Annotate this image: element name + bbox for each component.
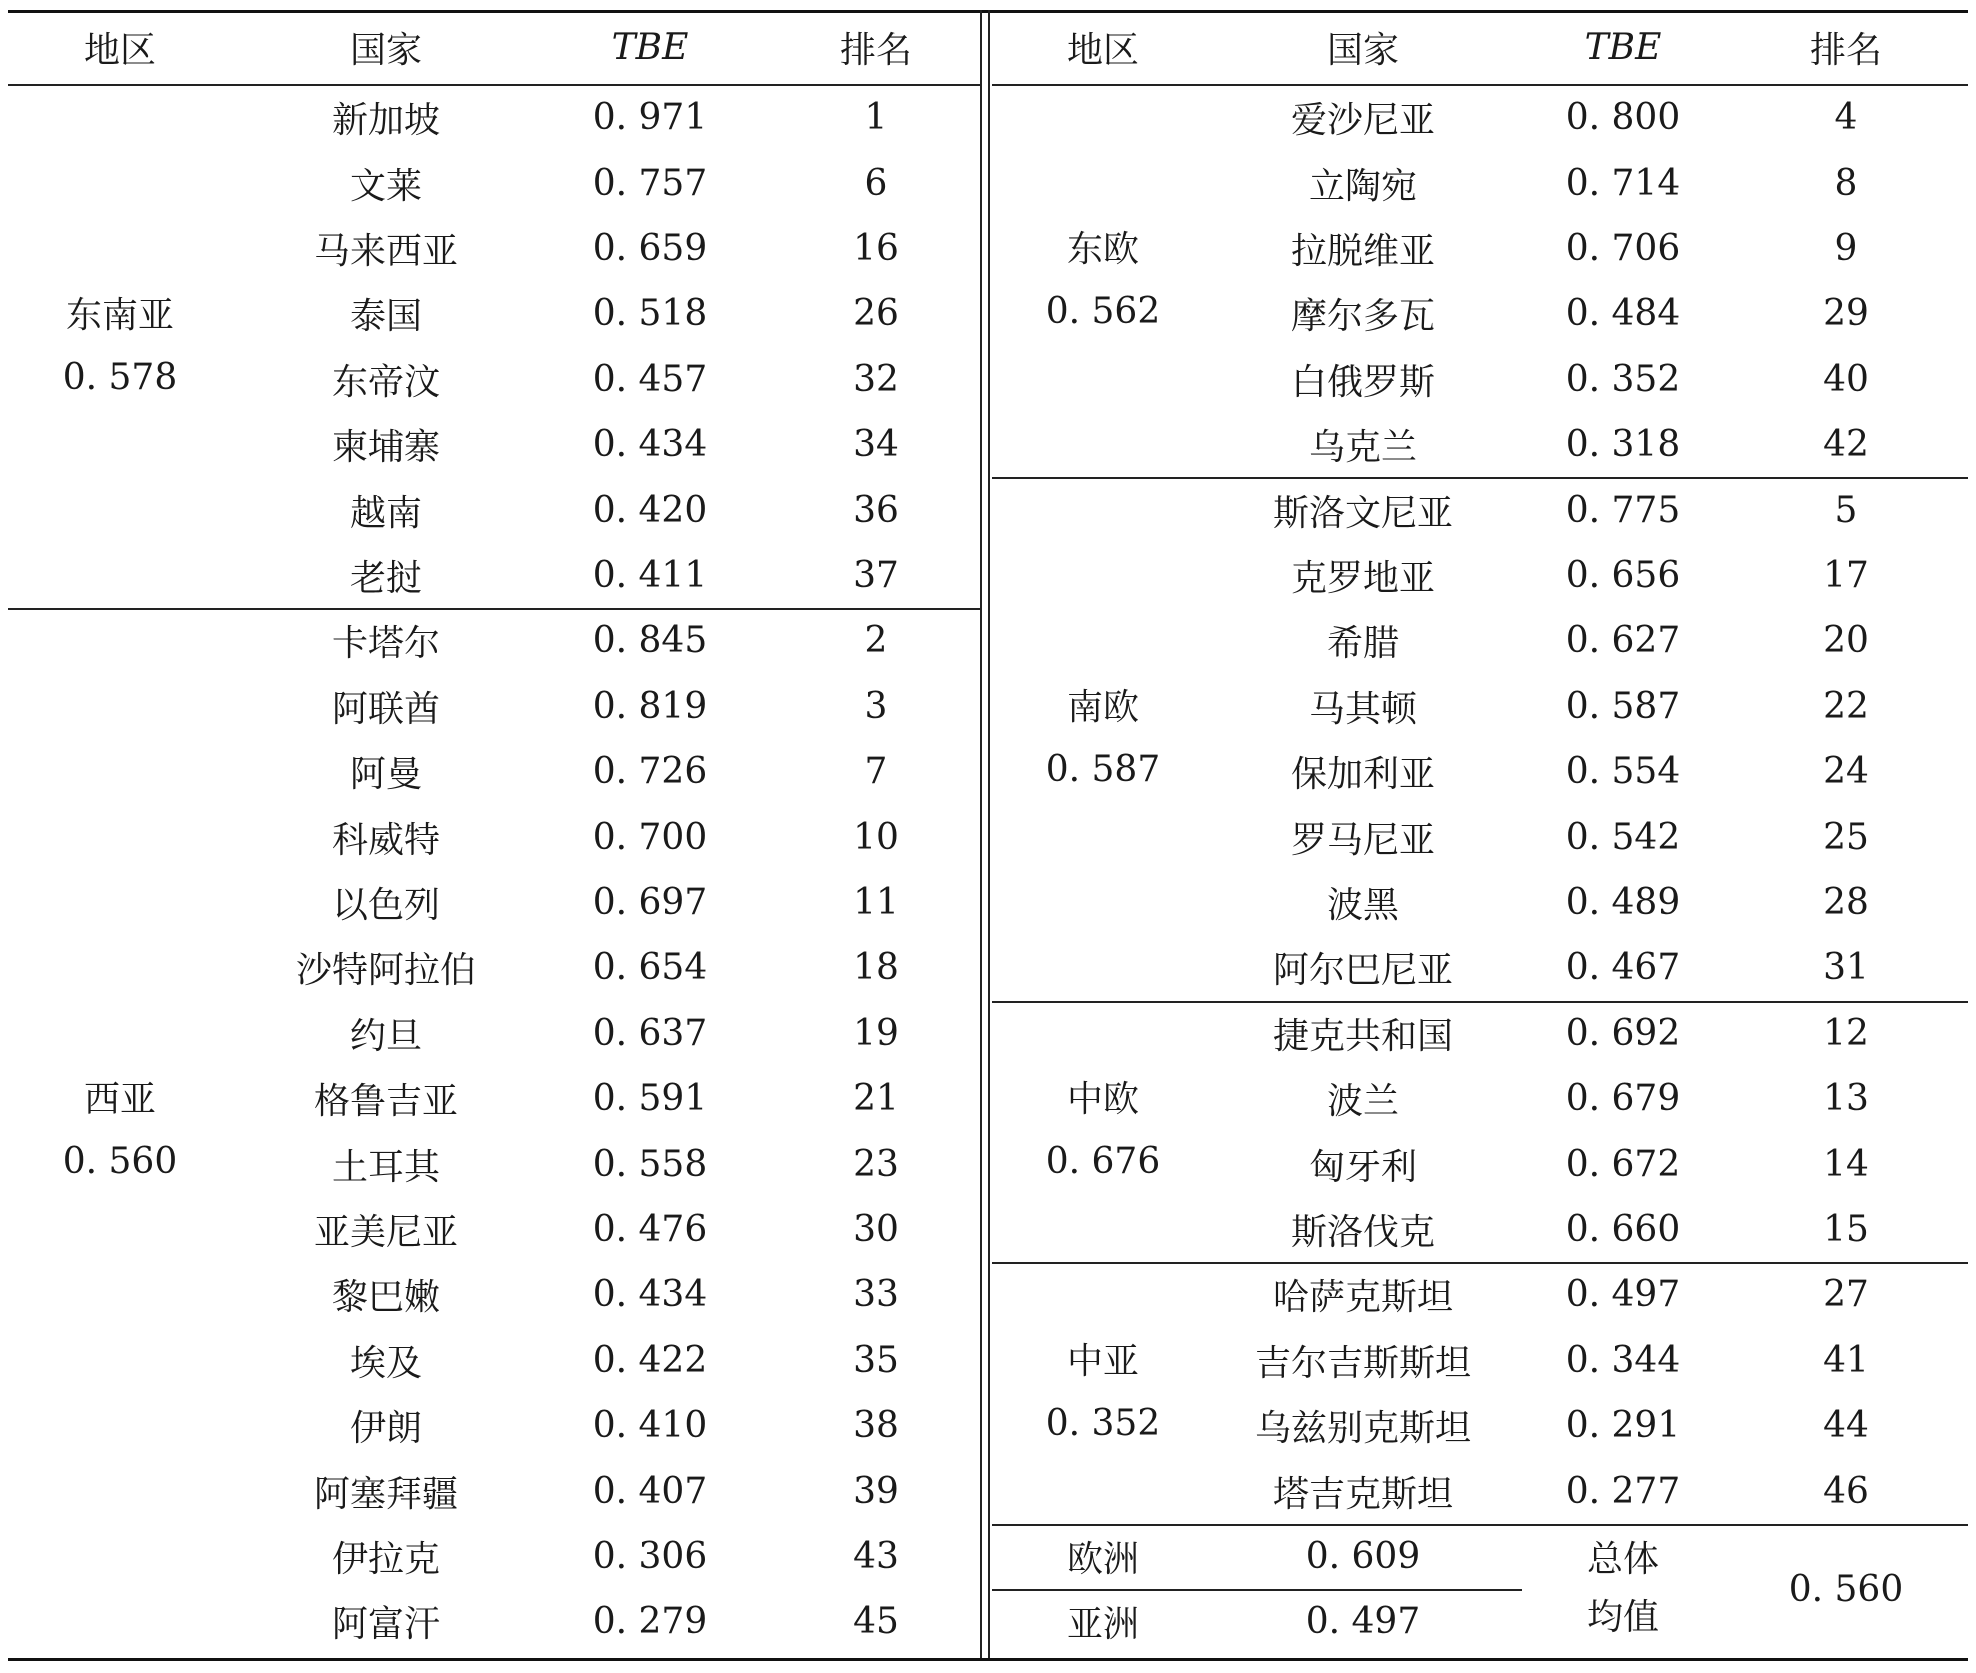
rank-value: 28 — [1823, 881, 1869, 923]
country-name: 约旦 — [349, 1015, 422, 1057]
column-divider — [988, 10, 990, 1658]
header-tbe-left: TBE — [611, 27, 689, 68]
tbe-value: 0. 672 — [1565, 1143, 1681, 1185]
rank-value: 8 — [1834, 162, 1858, 204]
tbe-value: 0. 497 — [1565, 1274, 1681, 1316]
region-mean: 0. 578 — [62, 356, 178, 398]
country-name: 爱沙尼亚 — [1290, 100, 1435, 142]
region-cell — [30, 85, 210, 608]
rank-value: 9 — [1834, 227, 1858, 269]
tbe-value: 0. 318 — [1565, 424, 1681, 466]
rank-value: 39 — [853, 1470, 899, 1512]
rank-value: 26 — [853, 293, 899, 335]
country-name: 沙特阿拉伯 — [295, 950, 476, 992]
region-name: 中亚 — [1066, 1340, 1139, 1382]
country-name: 阿联酋 — [331, 688, 440, 730]
country-name: 以色列 — [331, 884, 440, 926]
tbe-value: 0. 697 — [592, 881, 708, 923]
rank-value: 27 — [1823, 1274, 1869, 1316]
tbe-value: 0. 800 — [1565, 97, 1681, 139]
region-mean: 0. 562 — [1045, 291, 1161, 333]
tbe-value: 0. 706 — [1565, 227, 1681, 269]
tbe-value: 0. 422 — [592, 1339, 708, 1381]
header-region-right: 地区 — [1066, 30, 1139, 71]
rank-value: 2 — [864, 620, 888, 662]
tbe-value: 0. 591 — [592, 1078, 708, 1120]
region-name: 东南亚 — [65, 294, 174, 336]
country-name: 克罗地亚 — [1290, 557, 1435, 599]
tbe-value: 0. 659 — [592, 227, 708, 269]
tbe-value: 0. 558 — [592, 1143, 708, 1185]
rank-value: 7 — [864, 751, 888, 793]
rank-value: 4 — [1834, 97, 1858, 139]
region-cell — [1013, 1001, 1193, 1263]
rank-value: 22 — [1823, 685, 1869, 727]
region-name: 南欧 — [1066, 686, 1139, 728]
tbe-value: 0. 637 — [592, 1012, 708, 1054]
rank-value: 43 — [853, 1535, 899, 1577]
rank-value: 35 — [853, 1339, 899, 1381]
tbe-value: 0. 434 — [592, 1274, 708, 1316]
region-cell — [1013, 477, 1193, 1000]
rank-value: 13 — [1823, 1078, 1869, 1120]
country-name: 捷克共和国 — [1272, 1015, 1453, 1057]
tbe-value: 0. 434 — [592, 424, 708, 466]
country-name: 斯洛文尼亚 — [1272, 492, 1453, 534]
rank-value: 6 — [864, 162, 888, 204]
rank-value: 17 — [1823, 554, 1869, 596]
rank-value: 34 — [853, 424, 899, 466]
country-name: 摩尔多瓦 — [1290, 296, 1435, 338]
country-name: 马其顿 — [1308, 688, 1417, 730]
country-name: 老挝 — [349, 557, 422, 599]
rank-value: 21 — [853, 1078, 899, 1120]
region-mean: 0. 676 — [1045, 1141, 1161, 1183]
tbe-value: 0. 411 — [592, 554, 708, 596]
tbe-value: 0. 654 — [592, 947, 708, 989]
tbe-value: 0. 484 — [1565, 293, 1681, 335]
rank-value: 14 — [1823, 1143, 1869, 1185]
rank-value: 19 — [853, 1012, 899, 1054]
row-divider — [8, 1658, 1968, 1661]
tbe-value: 0. 660 — [1565, 1208, 1681, 1250]
rank-value: 31 — [1823, 947, 1869, 989]
tbe-value: 0. 554 — [1565, 751, 1681, 793]
rank-value: 25 — [1823, 816, 1869, 858]
rank-value: 10 — [853, 816, 899, 858]
rank-value: 15 — [1823, 1208, 1869, 1250]
tbe-value: 0. 279 — [592, 1601, 708, 1643]
overall-label-line: 均值 — [1586, 1597, 1659, 1639]
rank-value: 16 — [853, 227, 899, 269]
tbe-value: 0. 344 — [1565, 1339, 1681, 1381]
europe-mean: 0. 609 — [1305, 1535, 1421, 1577]
region-mean: 0. 587 — [1045, 748, 1161, 790]
country-name: 乌克兰 — [1308, 427, 1417, 469]
rank-value: 42 — [1823, 424, 1869, 466]
region-cell — [30, 608, 210, 1654]
tbe-value: 0. 467 — [1565, 947, 1681, 989]
tbe-value: 0. 277 — [1565, 1470, 1681, 1512]
rank-value: 38 — [853, 1405, 899, 1447]
country-name: 马来西亚 — [313, 230, 458, 272]
overall-mean-value: 0. 560 — [1788, 1568, 1904, 1610]
country-name: 土耳其 — [331, 1146, 440, 1188]
header-country-left: 国家 — [349, 30, 422, 71]
country-name: 柬埔寨 — [331, 427, 440, 469]
tbe-value: 0. 845 — [592, 620, 708, 662]
country-name: 东帝汶 — [331, 361, 440, 403]
tbe-value: 0. 692 — [1565, 1012, 1681, 1054]
country-name: 泰国 — [349, 296, 422, 338]
country-name: 科威特 — [331, 819, 440, 861]
rank-value: 30 — [853, 1208, 899, 1250]
country-name: 伊朗 — [349, 1408, 422, 1450]
country-name: 匈牙利 — [1308, 1146, 1417, 1188]
rank-value: 20 — [1823, 620, 1869, 662]
region-name: 中欧 — [1066, 1079, 1139, 1121]
tbe-table — [8, 10, 1968, 1660]
tbe-value: 0. 489 — [1565, 881, 1681, 923]
rank-value: 36 — [853, 489, 899, 531]
rank-value: 24 — [1823, 751, 1869, 793]
rank-value: 33 — [853, 1274, 899, 1316]
country-name: 越南 — [349, 492, 422, 534]
overall-label-line: 总体 — [1586, 1539, 1659, 1581]
country-name: 白俄罗斯 — [1290, 361, 1435, 403]
country-name: 埃及 — [349, 1342, 422, 1384]
header-region-left: 地区 — [83, 30, 156, 71]
rank-value: 32 — [853, 358, 899, 400]
rank-value: 40 — [1823, 358, 1869, 400]
region-mean: 0. 560 — [62, 1141, 178, 1183]
tbe-value: 0. 714 — [1565, 162, 1681, 204]
asia-label: 亚洲 — [1066, 1604, 1139, 1646]
region-name: 东欧 — [1066, 229, 1139, 271]
region-cell — [1013, 1262, 1193, 1524]
column-divider — [980, 10, 982, 1658]
country-name: 波黑 — [1326, 884, 1399, 926]
country-name: 希腊 — [1326, 623, 1399, 665]
rank-value: 3 — [864, 685, 888, 727]
country-name: 吉尔吉斯斯坦 — [1254, 1342, 1471, 1384]
tbe-value: 0. 700 — [592, 816, 708, 858]
header-rank-left: 排名 — [839, 30, 912, 71]
country-name: 波兰 — [1326, 1081, 1399, 1123]
asia-mean: 0. 497 — [1305, 1601, 1421, 1643]
country-name: 乌兹别克斯坦 — [1254, 1408, 1471, 1450]
rank-value: 1 — [864, 97, 888, 139]
tbe-value: 0. 476 — [592, 1208, 708, 1250]
tbe-value: 0. 656 — [1565, 554, 1681, 596]
country-name: 文莱 — [349, 165, 422, 207]
country-name: 保加利亚 — [1290, 754, 1435, 796]
tbe-value: 0. 726 — [592, 751, 708, 793]
region-cell — [1013, 85, 1193, 477]
country-name: 拉脱维亚 — [1290, 230, 1435, 272]
country-name: 格鲁吉亚 — [313, 1081, 458, 1123]
tbe-value: 0. 819 — [592, 685, 708, 727]
rank-value: 46 — [1823, 1470, 1869, 1512]
tbe-value: 0. 775 — [1565, 489, 1681, 531]
header-country-right: 国家 — [1326, 30, 1399, 71]
tbe-value: 0. 679 — [1565, 1078, 1681, 1120]
tbe-value: 0. 420 — [592, 489, 708, 531]
country-name: 阿尔巴尼亚 — [1272, 950, 1453, 992]
country-name: 黎巴嫩 — [331, 1277, 440, 1319]
header-rank-right: 排名 — [1809, 30, 1882, 71]
tbe-value: 0. 971 — [592, 97, 708, 139]
rank-value: 23 — [853, 1143, 899, 1185]
rank-value: 45 — [853, 1601, 899, 1643]
tbe-value: 0. 627 — [1565, 620, 1681, 662]
country-name: 塔吉克斯坦 — [1272, 1473, 1453, 1515]
rank-value: 11 — [853, 881, 899, 923]
tbe-value: 0. 542 — [1565, 816, 1681, 858]
tbe-value: 0. 410 — [592, 1405, 708, 1447]
country-name: 立陶宛 — [1308, 165, 1417, 207]
country-name: 阿塞拜疆 — [313, 1473, 458, 1515]
rank-value: 5 — [1834, 489, 1858, 531]
rank-value: 37 — [853, 554, 899, 596]
header-tbe-right: TBE — [1584, 27, 1662, 68]
country-name: 亚美尼亚 — [313, 1211, 458, 1253]
country-name: 新加坡 — [331, 100, 440, 142]
tbe-value: 0. 587 — [1565, 685, 1681, 727]
rank-value: 18 — [853, 947, 899, 989]
region-mean: 0. 352 — [1045, 1402, 1161, 1444]
rank-value: 41 — [1823, 1339, 1869, 1381]
country-name: 哈萨克斯坦 — [1272, 1277, 1453, 1319]
tbe-value: 0. 757 — [592, 162, 708, 204]
tbe-value: 0. 352 — [1565, 358, 1681, 400]
tbe-value: 0. 457 — [592, 358, 708, 400]
europe-label: 欧洲 — [1066, 1538, 1139, 1580]
rank-value: 44 — [1823, 1405, 1869, 1447]
overall-mean-label — [1533, 1524, 1713, 1655]
rank-value: 12 — [1823, 1012, 1869, 1054]
rank-value: 29 — [1823, 293, 1869, 335]
tbe-value: 0. 306 — [592, 1535, 708, 1577]
country-name: 罗马尼亚 — [1290, 819, 1435, 861]
country-name: 伊拉克 — [331, 1538, 440, 1580]
country-name: 阿富汗 — [331, 1604, 440, 1646]
country-name: 卡塔尔 — [331, 623, 440, 665]
tbe-value: 0. 518 — [592, 293, 708, 335]
tbe-value: 0. 291 — [1565, 1405, 1681, 1447]
tbe-value: 0. 407 — [592, 1470, 708, 1512]
country-name: 斯洛伐克 — [1290, 1211, 1435, 1253]
region-name: 西亚 — [83, 1079, 156, 1121]
country-name: 阿曼 — [349, 754, 422, 796]
